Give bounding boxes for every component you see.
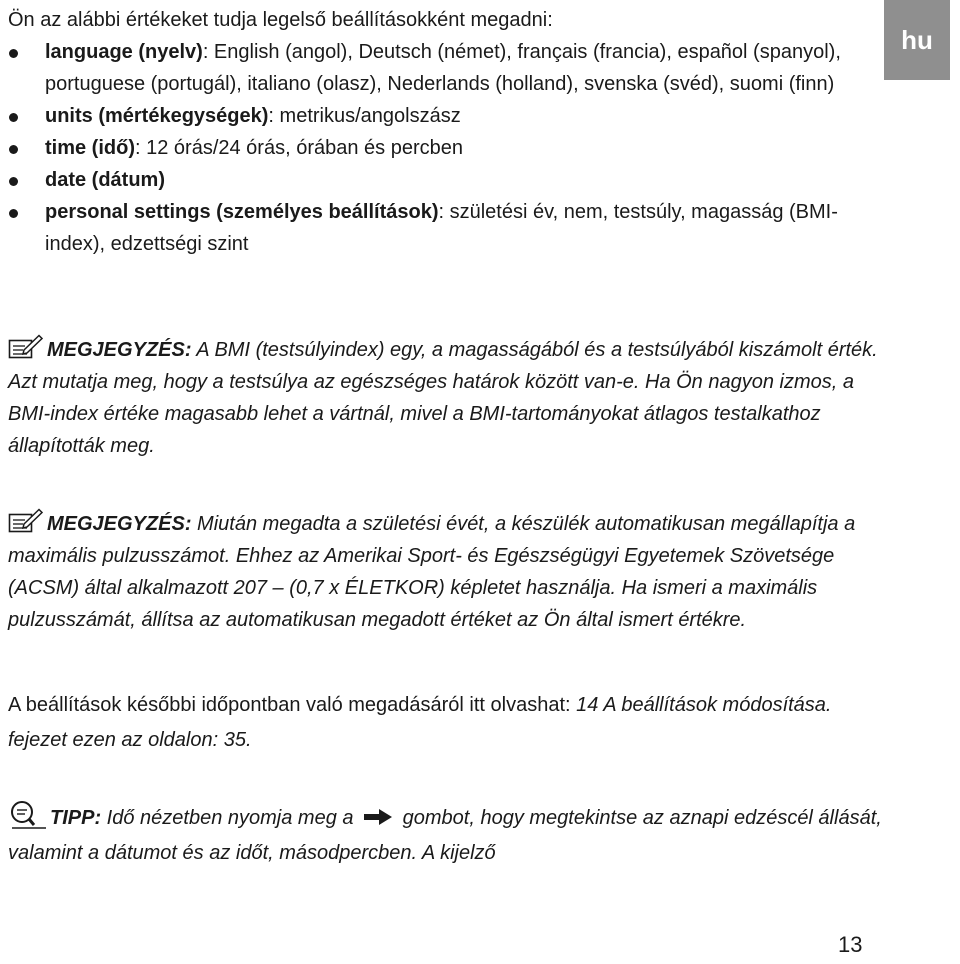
chapter-reference: 14 A beállítások módosítása. fejezet ezen az oldalon: 35. bbox=[8, 694, 832, 751]
list-item bbox=[8, 196, 858, 260]
reference-paragraph bbox=[8, 688, 888, 758]
note-pencil-icon bbox=[8, 508, 44, 534]
note-text: Miután megadta a születési évét, a készülék automatikusan megállapítja a maximális pulzusszámot. Ehhez az Amerikai Sport- és Egészségügyi Egyetemek Szövetsége (ACSM) által alkalmazott 207 – (0,7 x ÉLETKOR) képletet használja. Ha ismeri a maximális pulzusszámát, állítsa az automatikusan megadott értéket az Ön által ismert értékre. bbox=[8, 513, 856, 631]
setting-value: : metrikus/angolszász bbox=[268, 105, 461, 127]
note-block bbox=[8, 508, 878, 636]
page-number: 13 bbox=[838, 932, 863, 957]
tip-text-before: Idő nézetben nyomja meg a bbox=[101, 807, 360, 829]
setting-value: : születési év, nem, testsúly, magasság (BMI-index), edzettségi szint bbox=[45, 201, 838, 255]
tip-block bbox=[8, 800, 888, 871]
list-item bbox=[8, 36, 858, 100]
settings-list bbox=[8, 36, 858, 260]
note-label: MEGJEGYZÉS: bbox=[47, 513, 192, 535]
note-pencil-icon bbox=[8, 334, 44, 360]
bullet-icon bbox=[9, 113, 18, 122]
setting-key: units (mértékegységek) bbox=[45, 105, 269, 127]
reference-text: A beállítások későbbi időpontban való megadásáról itt olvashat: bbox=[8, 694, 577, 716]
setting-key: personal settings (személyes beállítások) bbox=[45, 201, 439, 223]
setting-value: : English (angol), Deutsch (német), français (francia), español (spanyol), portuguese (portugál), italiano (olasz), Nederlands (holland), svenska (svéd), suomi (finn) bbox=[45, 41, 841, 95]
tip-text-after: gombot, hogy megtekintse az aznapi edzéscél állását, valamint a dátumot és az időt, másodpercben. A kijelző bbox=[8, 807, 882, 864]
note-label: MEGJEGYZÉS: bbox=[47, 339, 192, 361]
setting-value: : 12 órás/24 órás, órában és percben bbox=[135, 137, 463, 159]
language-tab: hu bbox=[884, 0, 950, 80]
bullet-icon bbox=[9, 145, 18, 154]
setting-key: date (dátum) bbox=[45, 169, 165, 191]
tip-label: TIPP: bbox=[50, 807, 102, 829]
list-item bbox=[8, 164, 858, 196]
note-text: A BMI (testsúlyindex) egy, a magasságából és a testsúlyából kiszámolt érték. Azt mutatja meg, hogy a testsúlya az egészséges határok között van-e. Ha Ön nagyon izmos, a BMI-index értéke magasabb lehet a vártnál, mivel a BMI-tartományokat átlagos testalkathoz állapították meg. bbox=[8, 339, 878, 457]
tip-magnifier-icon bbox=[8, 800, 48, 830]
list-item bbox=[8, 100, 858, 132]
setting-key: language (nyelv) bbox=[45, 41, 203, 63]
bullet-icon bbox=[9, 49, 18, 58]
list-item bbox=[8, 132, 858, 164]
bullet-icon bbox=[9, 177, 18, 186]
bullet-icon bbox=[9, 209, 18, 218]
setting-key: time (idő) bbox=[45, 137, 135, 159]
note-block bbox=[8, 334, 878, 462]
intro-text: Ön az alábbi értékeket tudja legelső beállításokként megadni: bbox=[8, 9, 553, 31]
arrow-right-icon bbox=[363, 808, 393, 826]
